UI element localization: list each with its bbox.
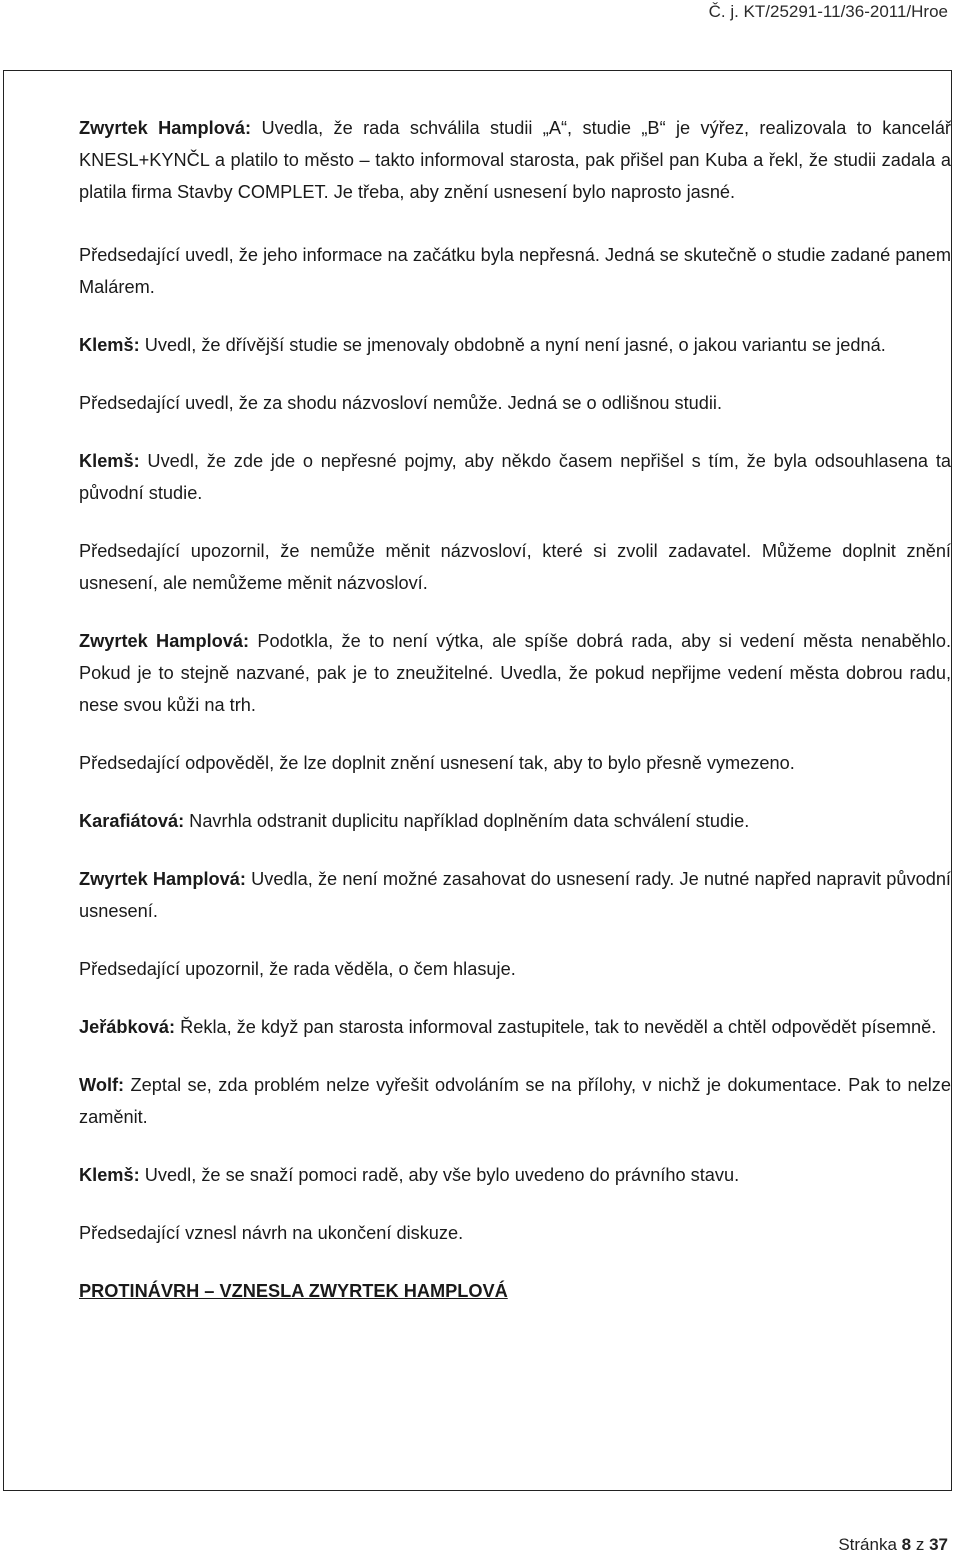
- speaker: Jeřábková:: [79, 1017, 176, 1037]
- paragraph-text: Podotkla, že to není výtka, ale spíše dobrá rada, aby si vedení města nenaběhlo. Pokud je to stejně nazvané, pak je to zneužitelné. Uvedla, že pokud nepřijme vedení města dobrou radu, nese svou kůži na trh.: [79, 631, 951, 715]
- speaker: Karafiátová:: [79, 811, 185, 831]
- paragraph: [79, 747, 951, 779]
- paragraph: [79, 329, 951, 361]
- paragraph: [79, 1159, 951, 1191]
- paragraph: [79, 863, 951, 927]
- paragraph: [79, 112, 951, 208]
- paragraph: [79, 239, 951, 303]
- paragraph-text: Uvedl, že zde jde o nepřesné pojmy, aby někdo časem nepřišel s tím, že byla odsouhlasena ta původní studie.: [79, 451, 951, 503]
- paragraph: [79, 953, 951, 985]
- paragraph: [79, 445, 951, 509]
- document-reference: Č. j. KT/25291-11/36-2011/Hroe: [708, 2, 948, 21]
- paragraph-text: Předsedající uvedl, že za shodu názvosloví nemůže. Jedná se o odlišnou studii.: [79, 393, 723, 413]
- paragraph-text: Předsedající upozornil, že rada věděla, o čem hlasuje.: [79, 959, 516, 979]
- paragraph-text: Předsedající odpověděl, že lze doplnit znění usnesení tak, aby to bylo přesně vymezeno.: [79, 753, 795, 773]
- paragraph-text: Řekla, že když pan starosta informoval zastupitele, tak to nevěděl a chtěl odpovědět písemně.: [175, 1017, 937, 1037]
- paragraph: [79, 625, 951, 721]
- speaker: Klemš:: [79, 1165, 140, 1185]
- page-separator: z: [915, 1535, 925, 1554]
- paragraph-text: Uvedla, že rada schválila studii „A“, studie „B“ je výřez, realizovala to kancelář KNESL+KYNČL a platilo to město – takto informoval starosta, pak přišel pan Kuba a řekl, že studii zadala a platila firma Stavby COMPLET. Je třeba, aby znění usnesení bylo naprosto jasné.: [79, 118, 951, 202]
- paragraph: [79, 1011, 951, 1043]
- paragraph-text: Navrhla odstranit duplicitu například doplněním data schválení studie.: [184, 811, 750, 831]
- speaker: Zwyrtek Hamplová:: [79, 869, 246, 889]
- paragraph-text: Zeptal se, zda problém nelze vyřešit odvoláním se na přílohy, v nichž je dokumentace. Pak to nelze zaměnit.: [79, 1075, 951, 1127]
- speaker: Klemš:: [79, 451, 140, 471]
- paragraph: [79, 805, 951, 837]
- paragraph: [79, 1069, 951, 1133]
- paragraph-text: Uvedl, že se snaží pomoci radě, aby vše bylo uvedeno do právního stavu.: [139, 1165, 740, 1185]
- counterproposal-heading: PROTINÁVRH – VZNESLA ZWYRTEK HAMPLOVÁ: [79, 1281, 508, 1301]
- paragraph-text: Předsedající vznesl návrh na ukončení diskuze.: [79, 1223, 464, 1243]
- speaker: Zwyrtek Hamplová:: [79, 118, 252, 138]
- speaker: Klemš:: [79, 335, 140, 355]
- paragraph: [79, 535, 951, 599]
- speaker: Wolf:: [79, 1075, 125, 1095]
- page-footer: [838, 1535, 948, 1555]
- speaker: Zwyrtek Hamplová:: [79, 631, 250, 651]
- page-label: Stránka: [838, 1535, 897, 1554]
- minutes-body: [79, 112, 951, 1307]
- paragraph-text: Uvedla, že není možné zasahovat do usnesení rady. Je nutné napřed napravit původní usnesení.: [79, 869, 951, 921]
- paragraph-text: Předsedající upozornil, že nemůže měnit názvosloví, které si zvolil zadavatel. Můžeme doplnit znění usnesení, ale nemůžeme měnit názvosloví.: [79, 541, 951, 593]
- paragraph: [79, 387, 951, 419]
- total-pages: 37: [929, 1535, 948, 1554]
- paragraph-text: Uvedl, že dřívější studie se jmenovaly obdobně a nyní není jasné, o jakou variantu se jedná.: [139, 335, 886, 355]
- current-page: 8: [901, 1535, 912, 1554]
- paragraph-text: Předsedající uvedl, že jeho informace na začátku byla nepřesná. Jedná se skutečně o studie zadané panem Malárem.: [79, 245, 951, 297]
- paragraph: [79, 1217, 951, 1249]
